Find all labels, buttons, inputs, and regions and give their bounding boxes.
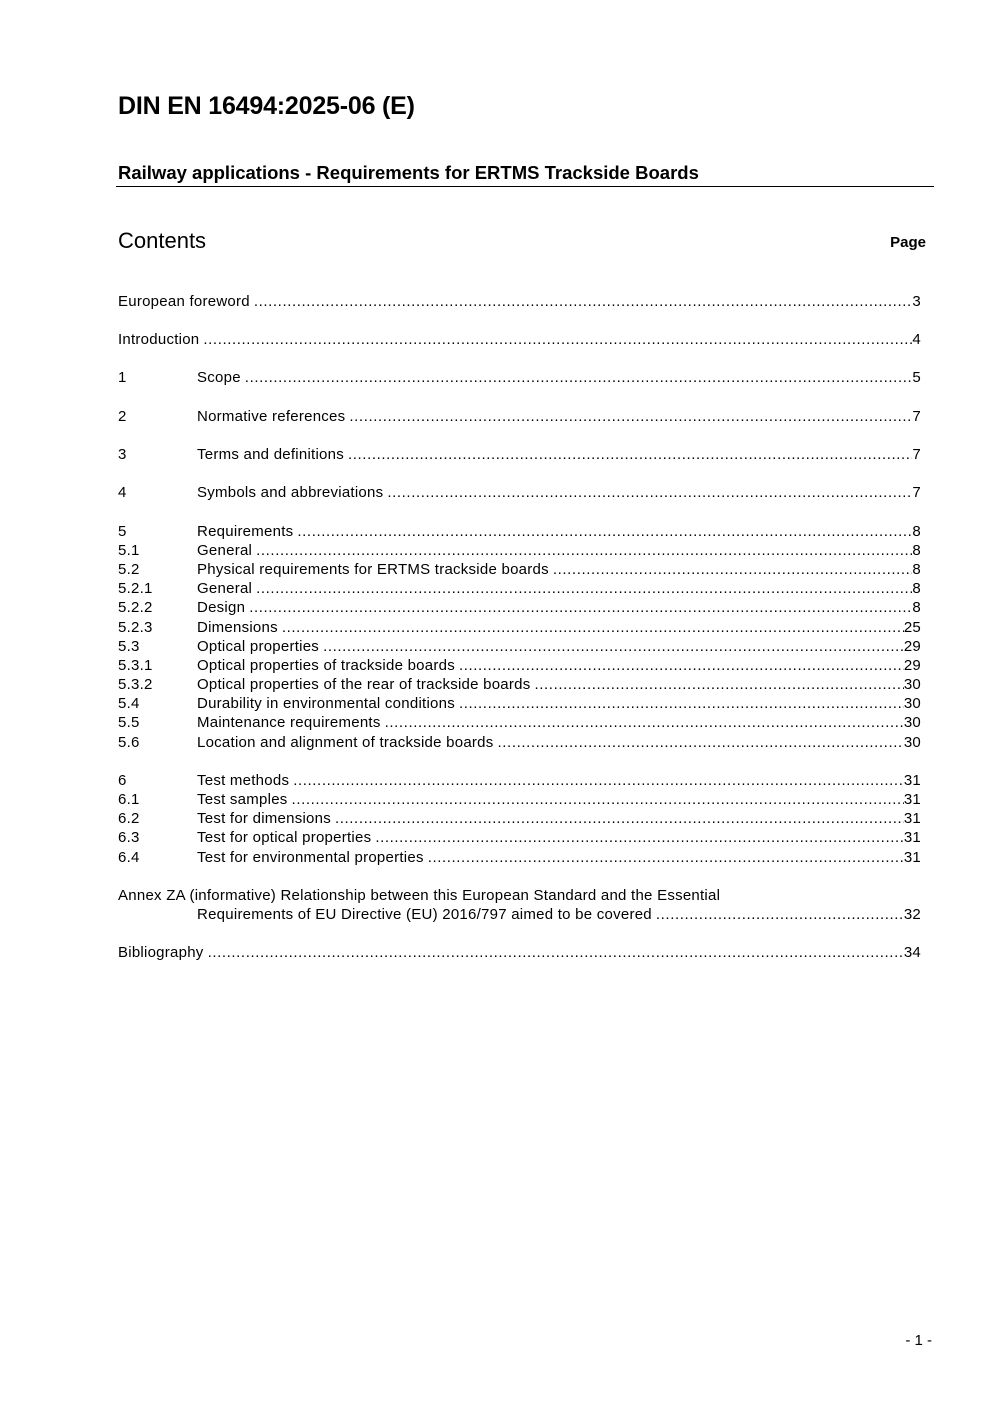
toc-entry-number: 5.2.3 xyxy=(118,619,153,636)
toc-entry-number: 5.2 xyxy=(118,561,140,578)
toc-entry-5-3[interactable] xyxy=(118,637,921,656)
toc-entry-page: 29 xyxy=(903,657,921,674)
toc-leader-dots xyxy=(293,771,904,790)
toc-leader-dots xyxy=(498,733,904,752)
toc-leader-dots xyxy=(348,445,912,464)
toc-entry-title: Test for optical properties xyxy=(197,829,372,846)
page-number: - 1 - xyxy=(905,1332,932,1349)
toc-leader-dots xyxy=(459,656,904,675)
toc-entry-5-2-2[interactable] xyxy=(118,598,921,617)
toc-entry-5-2[interactable] xyxy=(118,560,921,579)
toc-entry-page: 7 xyxy=(912,484,921,501)
toc-entry-title: General xyxy=(197,542,253,559)
toc-entry-number: 6 xyxy=(118,772,127,789)
toc-entry-number: 5.3.2 xyxy=(118,676,153,693)
toc-leader-dots xyxy=(254,292,913,311)
toc-entry-page: 25 xyxy=(903,619,921,636)
toc-entry-page: 34 xyxy=(903,944,921,961)
toc-entry-page: 8 xyxy=(912,580,921,597)
toc-entry-indent xyxy=(118,905,197,924)
toc-entry-4[interactable] xyxy=(118,483,921,502)
page-column-heading: Page xyxy=(890,234,926,251)
toc-entry-page: 30 xyxy=(903,695,921,712)
toc-entry-number: 6.1 xyxy=(118,791,140,808)
toc-entry-3[interactable] xyxy=(118,445,921,464)
toc-entry-5-4[interactable] xyxy=(118,694,921,713)
toc-entry-number: 5 xyxy=(118,523,127,540)
toc-entry-number: 5.3 xyxy=(118,638,140,655)
toc-entry-page: 31 xyxy=(903,772,921,789)
toc-leader-dots xyxy=(323,637,904,656)
toc-leader-dots xyxy=(656,905,904,924)
toc-entry-5-3-1[interactable] xyxy=(118,656,921,675)
toc-entry-page: 30 xyxy=(903,676,921,693)
toc-entry-page: 31 xyxy=(903,791,921,808)
toc-leader-dots xyxy=(335,809,904,828)
toc-entry-number: 1 xyxy=(118,369,127,386)
toc-entry-page: 32 xyxy=(903,906,921,923)
toc-leader-dots xyxy=(553,560,913,579)
toc-entry-number: 3 xyxy=(118,446,127,463)
toc-entry-page: 7 xyxy=(912,446,921,463)
toc-entry-title: Requirements of EU Directive (EU) 2016/797 aimed to be covered xyxy=(197,906,652,923)
toc-entry-number: 6.3 xyxy=(118,829,140,846)
toc-entry-2[interactable] xyxy=(118,407,921,426)
toc-entry-annex-za-title[interactable]: Annex ZA (informative) Relationship between this European Standard and the Essential xyxy=(118,887,721,904)
toc-leader-dots xyxy=(208,943,904,962)
toc-entry-title: Test samples xyxy=(197,791,288,808)
toc-entry-number: 5.6 xyxy=(118,734,140,751)
toc-entry-title: Test methods xyxy=(197,772,290,789)
toc-entry-6-1[interactable] xyxy=(118,790,921,809)
toc-entry-1[interactable] xyxy=(118,368,921,387)
toc-entry-5-3-2[interactable] xyxy=(118,675,921,694)
toc-entry-page: 29 xyxy=(903,638,921,655)
toc-entry-bibliography[interactable] xyxy=(118,943,921,962)
toc-entry-number: 5.3.1 xyxy=(118,657,153,674)
toc-leader-dots xyxy=(249,598,912,617)
toc-entry-title: Maintenance requirements xyxy=(197,714,381,731)
toc-entry-6-3[interactable] xyxy=(118,828,921,847)
toc-entry-5[interactable] xyxy=(118,522,921,541)
toc-entry-european-foreword[interactable] xyxy=(118,292,921,311)
toc-leader-dots xyxy=(459,694,904,713)
toc-entry-page: 30 xyxy=(903,714,921,731)
toc-entry-introduction[interactable] xyxy=(118,330,921,349)
toc-leader-dots xyxy=(256,579,912,598)
toc-entry-page: 8 xyxy=(912,561,921,578)
toc-entry-page: 31 xyxy=(903,849,921,866)
toc-entry-number: 5.2.2 xyxy=(118,599,153,616)
toc-leader-dots xyxy=(245,368,913,387)
contents-heading: Contents xyxy=(118,228,207,253)
subtitle-divider xyxy=(116,186,934,187)
toc-entry-title: Test for environmental properties xyxy=(197,849,424,866)
toc-entry-title: Introduction xyxy=(118,331,200,348)
toc-leader-dots xyxy=(385,713,904,732)
toc-entry-title: General xyxy=(197,580,253,597)
document-subtitle: Railway applications - Requirements for ERTMS Trackside Boards xyxy=(118,162,699,183)
toc-entry-title: Scope xyxy=(197,369,241,386)
toc-entry-title: European foreword xyxy=(118,293,250,310)
toc-entry-title: Test for dimensions xyxy=(197,810,331,827)
toc-leader-dots xyxy=(292,790,904,809)
toc-entry-title: Design xyxy=(197,599,246,616)
toc-leader-dots xyxy=(387,483,912,502)
toc-entry-6-2[interactable] xyxy=(118,809,921,828)
toc-entry-number: 2 xyxy=(118,408,127,425)
toc-entry-number: 5.1 xyxy=(118,542,140,559)
toc-entry-title: Dimensions xyxy=(197,619,278,636)
toc-entry-title: Optical properties of trackside boards xyxy=(197,657,455,674)
toc-entry-page: 31 xyxy=(903,829,921,846)
toc-entry-page: 31 xyxy=(903,810,921,827)
toc-leader-dots xyxy=(535,675,904,694)
toc-entry-title: Bibliography xyxy=(118,944,204,961)
toc-entry-title: Normative references xyxy=(197,408,346,425)
toc-entry-number: 6.2 xyxy=(118,810,140,827)
toc-entry-page: 4 xyxy=(912,331,921,348)
toc-entry-title: Optical properties of the rear of trackside boards xyxy=(197,676,531,693)
toc-entry-number: 4 xyxy=(118,484,127,501)
toc-entry-title: Location and alignment of trackside boards xyxy=(197,734,494,751)
toc-entry-title: Requirements xyxy=(197,523,294,540)
toc-entry-5-5[interactable] xyxy=(118,713,921,732)
toc-leader-dots xyxy=(282,618,904,637)
toc-leader-dots xyxy=(428,848,904,867)
toc-entry-title: Symbols and abbreviations xyxy=(197,484,384,501)
toc-leader-dots xyxy=(297,522,912,541)
toc-entry-page: 5 xyxy=(912,369,921,386)
toc-entry-5-2-1[interactable] xyxy=(118,579,921,598)
toc-entry-title: Durability in environmental conditions xyxy=(197,695,455,712)
toc-entry-annex-za[interactable] xyxy=(118,905,921,924)
toc-entry-page: 3 xyxy=(912,293,921,310)
toc-entry-number: 5.2.1 xyxy=(118,580,153,597)
toc-entry-5-1[interactable] xyxy=(118,541,921,560)
toc-leader-dots xyxy=(203,330,912,349)
toc-entry-number: 5.4 xyxy=(118,695,140,712)
toc-entry-page: 30 xyxy=(903,734,921,751)
toc-entry-page: 8 xyxy=(912,523,921,540)
toc-entry-5-2-3[interactable] xyxy=(118,618,921,637)
toc-leader-dots xyxy=(256,541,912,560)
toc-entry-title: Terms and definitions xyxy=(197,446,344,463)
toc-entry-number: 5.5 xyxy=(118,714,140,731)
toc-entry-6-4[interactable] xyxy=(118,848,921,867)
toc-entry-title: Optical properties xyxy=(197,638,320,655)
toc-entry-title: Physical requirements for ERTMS trackside boards xyxy=(197,561,549,578)
document-title: DIN EN 16494:2025-06 (E) xyxy=(118,92,415,120)
toc-entry-5-6[interactable] xyxy=(118,733,921,752)
toc-entry-page: 7 xyxy=(912,408,921,425)
toc-entry-page: 8 xyxy=(912,542,921,559)
toc-leader-dots xyxy=(375,828,903,847)
toc-entry-number: 6.4 xyxy=(118,849,140,866)
toc-entry-page: 8 xyxy=(912,599,921,616)
toc-entry-6[interactable] xyxy=(118,771,921,790)
toc-leader-dots xyxy=(349,407,912,426)
